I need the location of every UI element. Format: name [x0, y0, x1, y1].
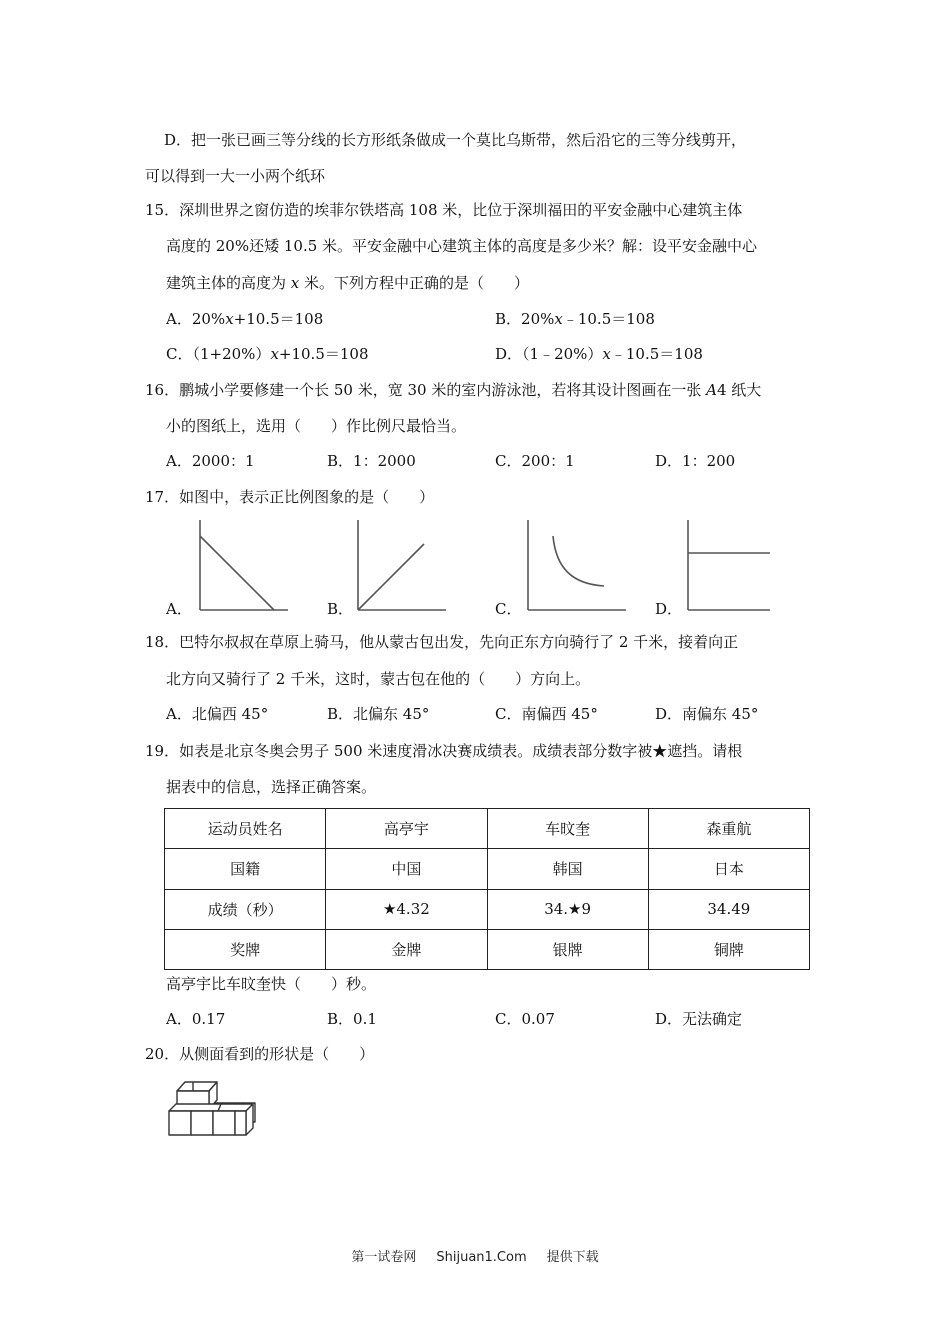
- q16-stem-line1-text-a: 16．鹏城小学要修建一个长 50 米，宽 30 米的室内游泳池，若将其设计图画在一张: [145, 381, 707, 399]
- table-cell: 日本: [648, 849, 809, 889]
- q15-option-d-pre: D．（1﹣20%）: [495, 345, 603, 363]
- q20-cube-front-2: [191, 1111, 213, 1135]
- q15-option-b-pre: B．20%: [495, 310, 555, 328]
- q20-cube-front-1: [169, 1111, 191, 1135]
- q14-option-d-line2: 可以得到一大一小两个纸环: [145, 167, 326, 185]
- q16-option-a[interactable]: A．2000：1: [166, 452, 255, 470]
- table-cell: 铜牌: [648, 929, 809, 969]
- table-row: [165, 849, 810, 889]
- table-cell: 国籍: [165, 849, 326, 889]
- q17-graph-b-curve: [358, 544, 424, 610]
- q15-option-a-post: +10.5＝108: [233, 310, 324, 328]
- q15-option-c[interactable]: [166, 344, 369, 364]
- q15-option-d[interactable]: [495, 344, 703, 364]
- q16-stem-line1: [145, 380, 761, 400]
- q15-option-d-var: x: [602, 345, 611, 363]
- q18-stem-line1: 18．巴特尔叔叔在草原上骑马，他从蒙古包出发，先向正东方向骑行了 2 千米，接着向正: [145, 633, 739, 651]
- q18-option-d[interactable]: D．南偏东 45°: [655, 705, 759, 723]
- table-cell: 车旼奎: [487, 809, 648, 849]
- q17-graph-c[interactable]: [520, 518, 630, 618]
- q15-option-d-post: ﹣10.5＝108: [610, 345, 703, 363]
- q16-variable-a: A: [706, 381, 717, 399]
- q17-graph-b[interactable]: [350, 518, 450, 618]
- q15-option-c-post: +10.5＝108: [278, 345, 369, 363]
- table-cell: 34.★9: [487, 889, 648, 929]
- q15-stem-line2: 高度的 20%还矮 10.5 米。平安金融中心建筑主体的高度是多少米？解：设平安金融中心: [166, 237, 758, 255]
- q19-question: 高亭宇比车旼奎快（ ）秒。: [166, 975, 377, 993]
- table-cell: 成绩（秒）: [165, 889, 326, 929]
- q18-option-a[interactable]: A．北偏西 45°: [166, 705, 269, 723]
- q17-option-a-label[interactable]: A．: [166, 600, 192, 618]
- q17-option-c-label[interactable]: C．: [495, 600, 522, 618]
- table-cell: ★4.32: [326, 889, 487, 929]
- q20-stem: 20．从侧面看到的形状是（ ）: [145, 1045, 375, 1063]
- page-footer: [0, 1246, 950, 1265]
- footer-site-en[interactable]: Shijuan1.Com: [436, 1250, 527, 1265]
- q17-stem: 17．如图中，表示正比例图象的是（ ）: [145, 488, 435, 506]
- q15-option-b-var: x: [554, 310, 563, 328]
- q20-front-row-top: [169, 1104, 253, 1111]
- q19-option-a[interactable]: A．0.17: [166, 1010, 226, 1028]
- footer-note: 提供下载: [546, 1250, 599, 1265]
- table-cell: 高亭宇: [326, 809, 487, 849]
- table-cell: 运动员姓名: [165, 809, 326, 849]
- q19-option-d[interactable]: D．无法确定: [655, 1010, 743, 1028]
- table-row: [165, 809, 810, 849]
- q17-graph-d[interactable]: [680, 518, 790, 618]
- q15-stem-line3-text-a: 建筑主体的高度为: [166, 274, 291, 292]
- q19-score-table: [164, 808, 810, 970]
- q15-option-c-var: x: [270, 345, 279, 363]
- q19-option-c[interactable]: C．0.07: [495, 1010, 555, 1028]
- table-cell: 银牌: [487, 929, 648, 969]
- q17-graph-c-curve: [553, 536, 604, 586]
- q15-option-a[interactable]: [166, 309, 323, 329]
- table-cell: 中国: [326, 849, 487, 889]
- footer-site-cn: 第一试卷网: [351, 1250, 417, 1265]
- q17-option-b-label[interactable]: B．: [327, 600, 354, 618]
- q15-option-a-pre: A．20%: [166, 310, 226, 328]
- table-cell: 森重航: [648, 809, 809, 849]
- q14-option-d-line1: D．把一张已画三等分线的长方形纸条做成一个莫比乌斯带，然后沿它的三等分线剪开，: [164, 131, 747, 149]
- table-row: [165, 929, 810, 969]
- table-cell: 34.49: [648, 889, 809, 929]
- table-cell: 韩国: [487, 849, 648, 889]
- q15-option-a-var: x: [225, 310, 234, 328]
- table-row: [165, 889, 810, 929]
- q15-stem-line1: 15．深圳世界之窗仿造的埃菲尔铁塔高 108 米，比位于深圳福田的平安金融中心建筑主体: [145, 201, 743, 219]
- table-cell: 奖牌: [165, 929, 326, 969]
- q17-option-d-label[interactable]: D．: [655, 600, 683, 618]
- q16-option-b[interactable]: B．1：2000: [327, 452, 416, 470]
- q20-cube-stack-figure: [166, 1078, 266, 1140]
- q18-option-b[interactable]: B．北偏东 45°: [327, 705, 430, 723]
- q15-stem-line3: [166, 273, 529, 293]
- q16-option-c[interactable]: C．200：1: [495, 452, 575, 470]
- q15-option-b[interactable]: [495, 309, 655, 329]
- q16-stem-line1-text-b: 4 纸大: [716, 381, 762, 399]
- q18-option-c[interactable]: C．南偏西 45°: [495, 705, 598, 723]
- q15-option-b-post: ﹣10.5＝108: [562, 310, 655, 328]
- q20-cube-front-3: [213, 1111, 235, 1135]
- q16-option-d[interactable]: D．1：200: [655, 452, 736, 470]
- q18-stem-line2: 北方向又骑行了 2 千米，这时，蒙古包在他的（ ）方向上。: [166, 670, 591, 688]
- q20-cube-front-4: [235, 1111, 246, 1135]
- q19-stem-line1: 19．如表是北京冬奥会男子 500 米速度滑冰决赛成绩表。成绩表部分数字被★遮挡。请根: [145, 742, 743, 760]
- table-cell: 金牌: [326, 929, 487, 969]
- q15-stem-line3-text-b: 米。下列方程中正确的是（ ）: [299, 274, 530, 292]
- q19-option-b[interactable]: B．0.1: [327, 1010, 377, 1028]
- q15-variable-x: x: [290, 274, 300, 292]
- q15-option-c-pre: C．（1+20%）: [166, 345, 271, 363]
- q17-graph-a-curve: [200, 536, 274, 610]
- q16-stem-line2: 小的图纸上，选用（ ）作比例尺最恰当。: [166, 417, 467, 435]
- q17-graph-a[interactable]: [192, 518, 292, 618]
- q19-stem-line2: 据表中的信息，选择正确答案。: [166, 778, 377, 796]
